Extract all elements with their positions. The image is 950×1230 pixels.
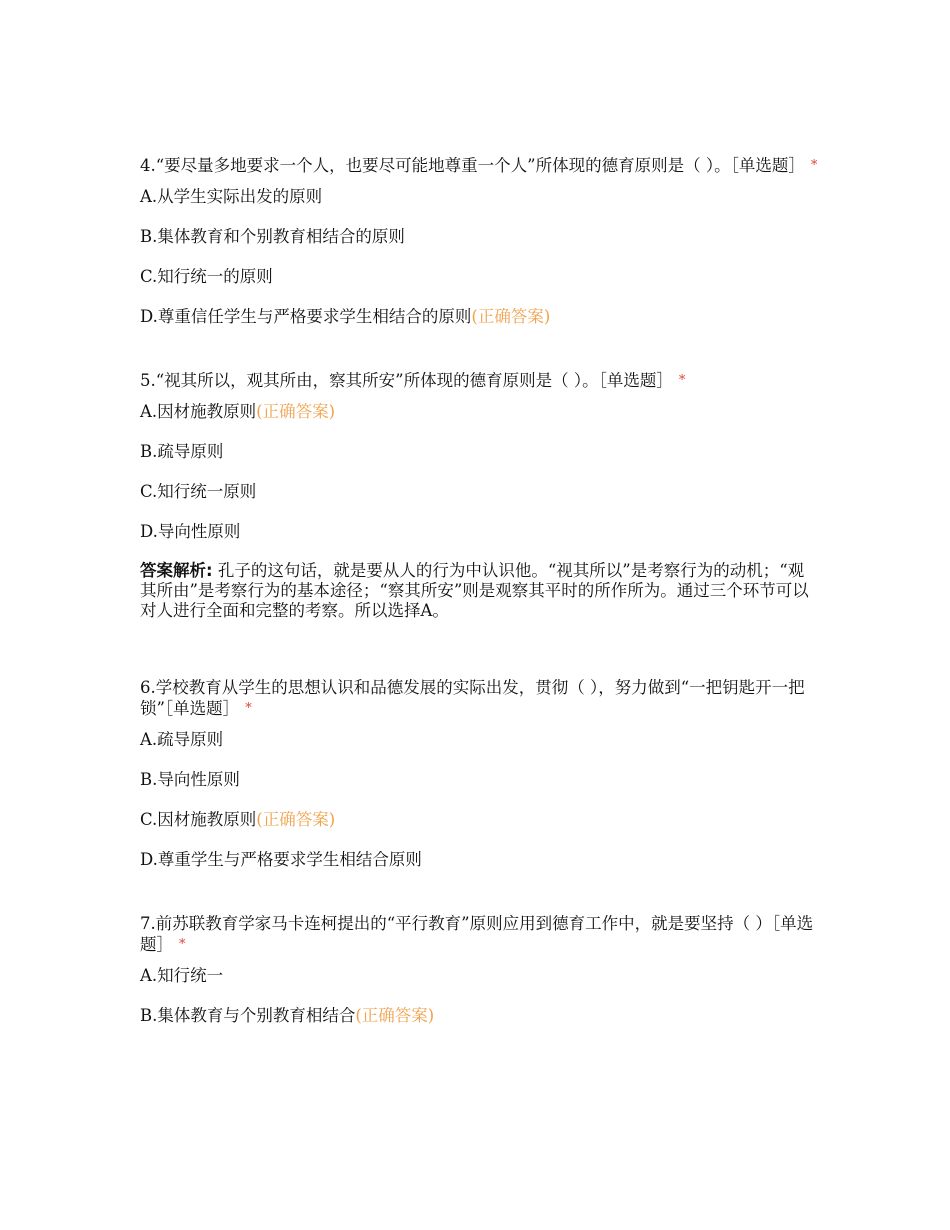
option-b[interactable] [140, 441, 820, 462]
option-text: D.尊重学生与严格要求学生相结合原则 [140, 850, 422, 869]
option-b[interactable] [140, 769, 820, 790]
question-6 [140, 677, 820, 870]
option-text: A.从学生实际出发的原则 [140, 187, 323, 206]
option-text: C.因材施教原则 [140, 810, 257, 829]
option-text: A.疏导原则 [140, 730, 224, 749]
question-title [140, 155, 820, 176]
option-d[interactable] [140, 306, 820, 327]
question-title [140, 370, 820, 391]
correct-answer-tag: (正确答案) [471, 307, 551, 326]
option-a[interactable] [140, 965, 820, 986]
question-text: 7.前苏联教育学家马卡连柯提出的“平行教育”原则应用到德育工作中，就是要坚持（ ）［单选题］ [140, 914, 814, 954]
option-a[interactable] [140, 186, 820, 207]
option-text: B.疏导原则 [140, 442, 224, 461]
option-text: A.知行统一 [140, 966, 224, 985]
option-text: D.尊重信任学生与严格要求学生相结合的原则 [140, 307, 472, 326]
correct-answer-tag: (正确答案) [256, 810, 336, 829]
analysis-label: 答案解析: [140, 561, 213, 580]
option-text: A.因材施教原则 [140, 402, 257, 421]
option-text: D.导向性原则 [140, 522, 241, 541]
option-d[interactable] [140, 521, 820, 542]
option-c[interactable] [140, 809, 820, 830]
option-text: B.集体教育和个别教育相结合的原则 [140, 227, 405, 246]
option-a[interactable] [140, 401, 820, 422]
option-text: B.导向性原则 [140, 770, 240, 789]
option-a[interactable] [140, 729, 820, 750]
required-asterisk-icon: * [678, 373, 686, 388]
correct-answer-tag: (正确答案) [256, 402, 336, 421]
option-b[interactable] [140, 1005, 820, 1026]
option-b[interactable] [140, 226, 820, 247]
option-text: C.知行统一原则 [140, 482, 257, 501]
question-5 [140, 370, 820, 621]
quiz-page [140, 155, 820, 1026]
question-4 [140, 155, 820, 327]
correct-answer-tag: (正确答案) [355, 1006, 435, 1025]
question-text: 5.“视其所以，观其所由，察其所安”所体现的德育原则是（ ）。［单选题］ [140, 371, 673, 390]
required-asterisk-icon: * [179, 937, 186, 952]
option-d[interactable] [140, 849, 820, 870]
question-text: 4.“要尽量多地要求一个人，也要尽可能地尊重一个人”所体现的德育原则是（ ）。［单选题］ [140, 156, 805, 175]
option-text: C.知行统一的原则 [140, 267, 273, 286]
option-text: B.集体教育与个别教育相结合 [140, 1006, 356, 1025]
required-asterisk-icon: * [810, 158, 818, 173]
question-7 [140, 913, 820, 1026]
answer-analysis [140, 561, 820, 621]
question-text: 6.学校教育从学生的思想认识和品德发展的实际出发，贯彻（ ），努力做到“一把钥匙开一把锁”［单选题］ [140, 678, 805, 718]
option-c[interactable] [140, 481, 820, 502]
question-title [140, 677, 820, 719]
question-title [140, 913, 820, 955]
option-c[interactable] [140, 266, 820, 287]
required-asterisk-icon: * [245, 701, 252, 716]
analysis-text: 孔子的这句话，就是要从人的行为中认识他。“视其所以”是考察行为的动机；“观其所由”是考察行为的基本途径；“察其所安”则是观察其平时的所作所为。通过三个环节可以对人进行全面和完整的考察。所以选择A。 [140, 561, 809, 620]
